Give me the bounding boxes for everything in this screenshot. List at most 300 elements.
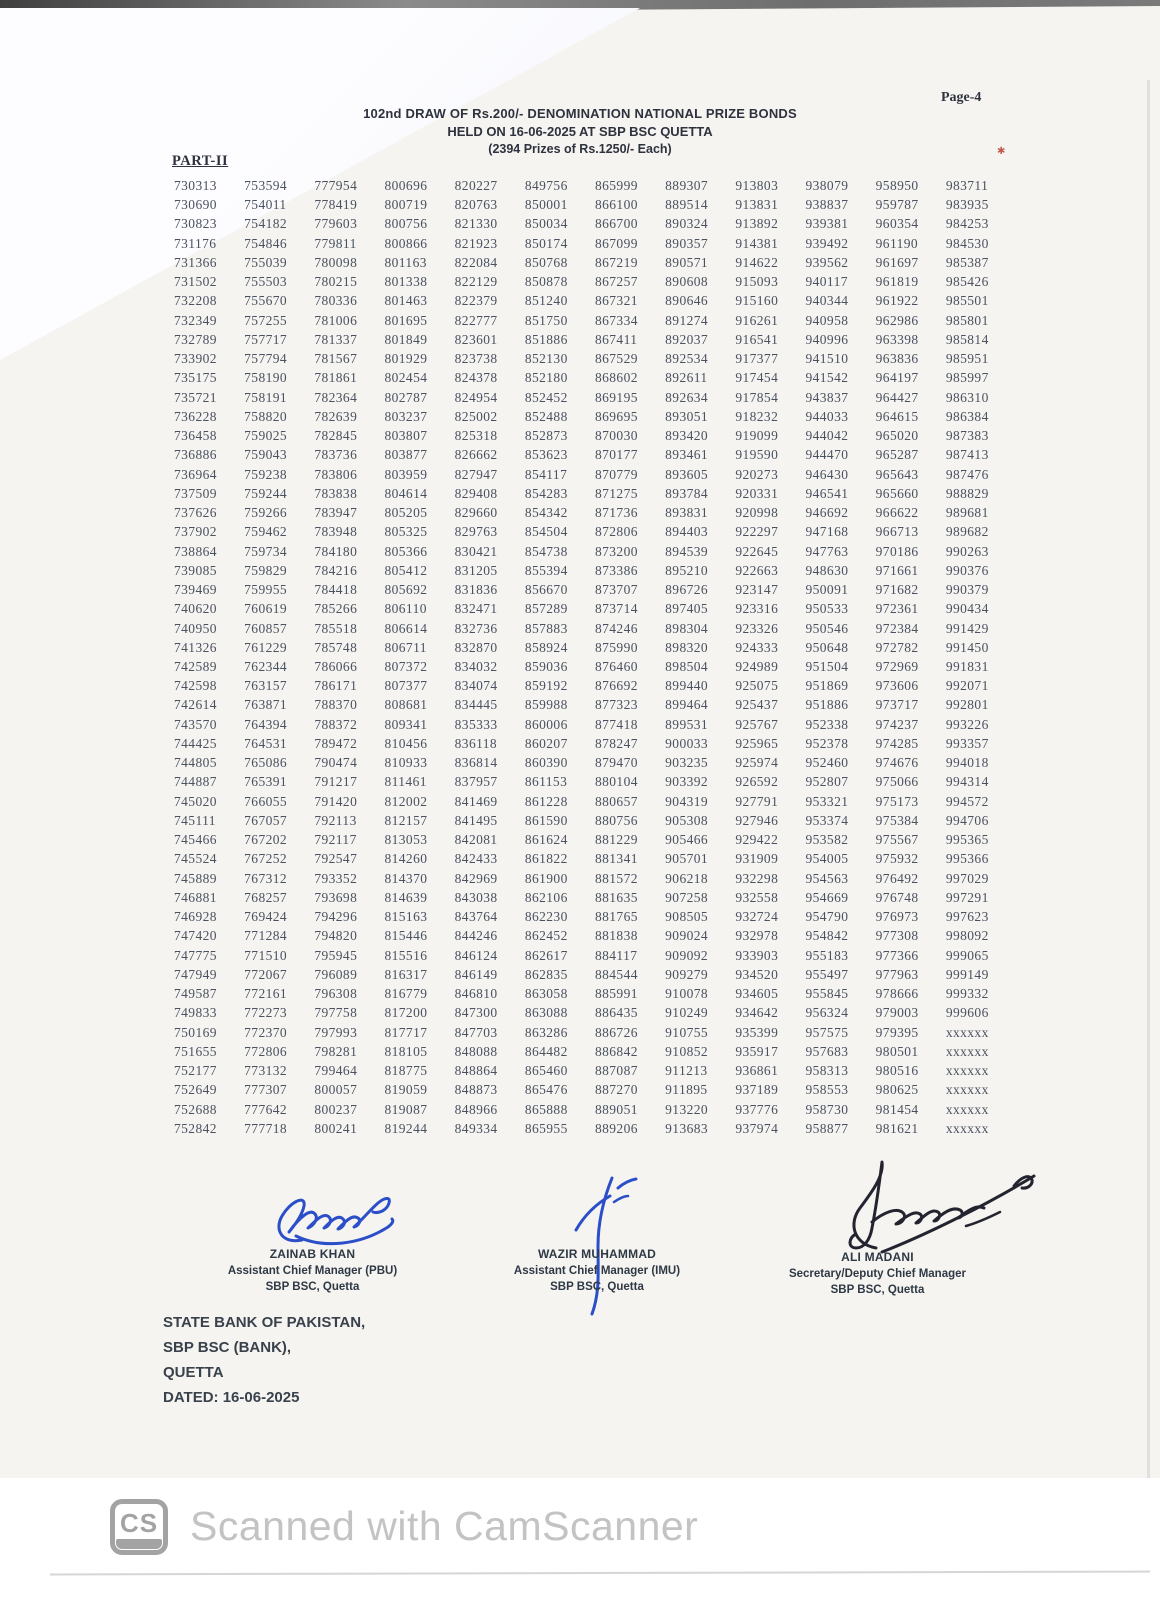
bond-number: 834032 bbox=[454, 658, 498, 674]
bond-number: 761229 bbox=[244, 639, 288, 655]
bond-number: 881838 bbox=[594, 928, 638, 944]
bond-number: 824954 bbox=[454, 389, 498, 405]
signatory-title: Assistant Chief Manager (PBU) bbox=[227, 1265, 398, 1277]
bond-number: 812002 bbox=[384, 793, 428, 809]
bond-number: 732349 bbox=[174, 312, 217, 328]
bond-number: 909092 bbox=[665, 947, 709, 963]
bond-number: 857883 bbox=[524, 620, 568, 636]
bond-number: 859988 bbox=[524, 697, 568, 713]
bond-number: 826662 bbox=[454, 447, 498, 463]
bond-number: 771510 bbox=[244, 947, 288, 963]
bond-number: 851240 bbox=[524, 293, 568, 309]
bond-number: 884117 bbox=[594, 947, 638, 963]
bond-number: 918232 bbox=[735, 408, 779, 424]
bond-number: 796308 bbox=[314, 986, 358, 1002]
bond-number: 801849 bbox=[384, 331, 428, 347]
bond-number: 985426 bbox=[945, 274, 989, 290]
bond-number: 764394 bbox=[244, 716, 288, 732]
bond-number: 816317 bbox=[384, 966, 428, 982]
bond-number: 815516 bbox=[384, 947, 428, 963]
bond-number: 938837 bbox=[805, 197, 849, 213]
bond-number: 914622 bbox=[735, 254, 779, 270]
bond-number: 971661 bbox=[875, 562, 919, 578]
bond-number: 965287 bbox=[875, 447, 919, 463]
bond-number: 785748 bbox=[314, 639, 358, 655]
camscanner-watermark-text: Scanned with CamScanner bbox=[190, 1503, 699, 1549]
bond-number: 877418 bbox=[594, 716, 638, 732]
bond-number: 829763 bbox=[454, 524, 498, 540]
bond-table bbox=[174, 176, 1016, 1138]
bond-number: 999332 bbox=[945, 986, 989, 1002]
bond-number: 958553 bbox=[805, 1082, 849, 1098]
bond-number: 865955 bbox=[524, 1120, 568, 1136]
bond-number: 971682 bbox=[875, 582, 919, 598]
bond-number: 767057 bbox=[244, 812, 288, 828]
bond-number: 862452 bbox=[524, 928, 568, 944]
bond-number: 944033 bbox=[805, 408, 849, 424]
bond-number: 923316 bbox=[735, 601, 779, 617]
bond-number: 983935 bbox=[945, 197, 989, 213]
bond-number: 980625 bbox=[875, 1082, 919, 1098]
bond-number: 975932 bbox=[875, 851, 919, 867]
bond-number: 850001 bbox=[524, 197, 568, 213]
bond-number: 990434 bbox=[945, 601, 989, 617]
bond-number: 870030 bbox=[594, 428, 638, 444]
bond-number: 846124 bbox=[454, 947, 498, 963]
bond-number: 999149 bbox=[945, 966, 989, 982]
bond-number: 814260 bbox=[384, 851, 428, 867]
bond-number: 917454 bbox=[735, 370, 779, 386]
bond-number: 800241 bbox=[314, 1120, 358, 1136]
bond-number: 943837 bbox=[805, 389, 849, 405]
bond-number: 808681 bbox=[384, 697, 428, 713]
bond-number: 998092 bbox=[945, 928, 989, 944]
bond-number: 832471 bbox=[454, 601, 498, 617]
bond-number: 976492 bbox=[875, 870, 919, 886]
bond-number: 906218 bbox=[665, 870, 709, 886]
bond-number: 764531 bbox=[244, 735, 288, 751]
bond-number: 917377 bbox=[735, 351, 779, 367]
bond-number: 739469 bbox=[174, 582, 217, 598]
bond-number: 745524 bbox=[174, 851, 217, 867]
bond-number: 783947 bbox=[314, 505, 358, 521]
bond-number: 752177 bbox=[174, 1063, 217, 1079]
bond-number: 847703 bbox=[454, 1024, 498, 1040]
bond-number: 991429 bbox=[945, 620, 989, 636]
bond-number: 782639 bbox=[314, 408, 358, 424]
bond-number: 772161 bbox=[244, 986, 288, 1002]
bond-number: 893461 bbox=[665, 447, 709, 463]
bond-number: 875990 bbox=[594, 639, 638, 655]
bond-number: 759734 bbox=[244, 543, 288, 559]
signatory-title: Secretary/Deputy Chief Manager bbox=[788, 1268, 967, 1280]
bond-number: 766055 bbox=[244, 793, 288, 809]
bond-number: 908505 bbox=[665, 909, 709, 925]
bond-number: 762344 bbox=[244, 658, 288, 674]
bond-number: 991831 bbox=[945, 658, 989, 674]
bond-number: 869195 bbox=[594, 389, 638, 405]
bond-number: 850174 bbox=[524, 235, 568, 251]
bond-number: 768257 bbox=[244, 889, 288, 905]
bond-number: 812157 bbox=[384, 812, 428, 828]
bond-number: 920998 bbox=[735, 505, 779, 521]
bond-number: 830421 bbox=[454, 543, 498, 559]
bond-number: 767202 bbox=[244, 832, 288, 848]
bond-number: 887270 bbox=[594, 1082, 638, 1098]
bond-number: 954842 bbox=[805, 928, 849, 944]
bond-number: xxxxxx bbox=[945, 1043, 989, 1059]
bond-number: 889514 bbox=[665, 197, 709, 213]
bond-number: 772806 bbox=[244, 1043, 288, 1059]
bond-number: 755039 bbox=[244, 254, 288, 270]
dated-line: DATED: 16-06-2025 bbox=[163, 1389, 300, 1406]
bond-number: 805366 bbox=[384, 543, 428, 559]
bond-number: 987476 bbox=[945, 466, 989, 482]
bond-number: 979003 bbox=[875, 1005, 919, 1021]
bond-number: 890571 bbox=[665, 254, 709, 270]
bond-number: 926592 bbox=[735, 774, 779, 790]
bond-number: 757255 bbox=[244, 312, 288, 328]
bond-number: 937974 bbox=[735, 1120, 779, 1136]
bond-number: 993226 bbox=[945, 716, 989, 732]
bond-number: 854504 bbox=[524, 524, 568, 540]
bond-number: 759244 bbox=[244, 485, 288, 501]
prize-count-line: (2394 Prizes of Rs.1250/- Each) bbox=[488, 142, 672, 156]
bond-number: 946692 bbox=[805, 505, 849, 521]
bond-number: 911213 bbox=[665, 1063, 708, 1079]
bond-number: 738864 bbox=[174, 543, 217, 559]
bond-number: 920273 bbox=[735, 466, 779, 482]
bond-number: 985951 bbox=[945, 351, 989, 367]
bond-number: 781567 bbox=[314, 351, 358, 367]
bond-number: 737509 bbox=[174, 485, 217, 501]
bond-number: 796089 bbox=[314, 966, 358, 982]
camscanner-logo-bar bbox=[116, 1539, 162, 1549]
bond-number: 966622 bbox=[875, 505, 919, 521]
bond-number: 913683 bbox=[665, 1120, 709, 1136]
bond-number: 807372 bbox=[384, 658, 428, 674]
bond-number: 753594 bbox=[244, 178, 288, 193]
bond-number: 989681 bbox=[945, 505, 989, 521]
bond-number: 924333 bbox=[735, 639, 779, 655]
bond-number: 747949 bbox=[174, 966, 217, 982]
bond-number: 759025 bbox=[244, 428, 288, 444]
bond-number: 922297 bbox=[735, 524, 779, 540]
bond-number: 746881 bbox=[174, 889, 217, 905]
bond-number: 994572 bbox=[945, 793, 989, 809]
bond-number: 950648 bbox=[805, 639, 849, 655]
bond-number: 954669 bbox=[805, 889, 849, 905]
bond-number: 955497 bbox=[805, 966, 849, 982]
bond-number: 867411 bbox=[594, 331, 638, 347]
bond-number: 733902 bbox=[174, 351, 217, 367]
bond-number: 932298 bbox=[735, 870, 779, 886]
bond-number: 981454 bbox=[875, 1101, 919, 1117]
bond-number: 806614 bbox=[384, 620, 428, 636]
bond-number: 876692 bbox=[594, 678, 638, 694]
bond-number: 817717 bbox=[384, 1024, 428, 1040]
bond-number: 848864 bbox=[454, 1063, 498, 1079]
bond-number: 735175 bbox=[174, 370, 217, 386]
bond-number: 985387 bbox=[945, 254, 989, 270]
document-header bbox=[0, 106, 1160, 156]
bond-number: 870177 bbox=[594, 447, 638, 463]
bond-number: 958877 bbox=[805, 1120, 849, 1136]
bond-number: 990379 bbox=[945, 582, 989, 598]
bond-number: 919099 bbox=[735, 428, 779, 444]
bond-number: 810456 bbox=[384, 735, 428, 751]
bond-number: 986384 bbox=[945, 408, 989, 424]
bond-number: 925767 bbox=[735, 716, 779, 732]
bond-number: 935917 bbox=[735, 1043, 779, 1059]
bond-number: 805692 bbox=[384, 582, 428, 598]
bond-number: 853623 bbox=[524, 447, 568, 463]
bond-number: 831205 bbox=[454, 562, 498, 578]
bond-number: 747775 bbox=[174, 947, 217, 963]
bond-number: 866700 bbox=[594, 216, 638, 232]
bond-number: 750169 bbox=[174, 1024, 217, 1040]
bond-number: 989682 bbox=[945, 524, 989, 540]
bond-number: xxxxxx bbox=[945, 1120, 989, 1136]
bond-number: 975066 bbox=[875, 774, 919, 790]
bond-number: 898320 bbox=[665, 639, 709, 655]
bond-number: 815446 bbox=[384, 928, 428, 944]
bond-number: 850034 bbox=[524, 216, 568, 232]
bond-number: 852130 bbox=[524, 351, 568, 367]
bond-number: 730690 bbox=[174, 197, 217, 213]
bond-number: 735721 bbox=[174, 389, 217, 405]
bond-number: 783948 bbox=[314, 524, 358, 540]
bond-number: 765391 bbox=[244, 774, 288, 790]
bond-number: 958313 bbox=[805, 1063, 849, 1079]
bond-number: 836814 bbox=[454, 755, 498, 771]
bond-number: 870779 bbox=[594, 466, 638, 482]
bond-number: 920331 bbox=[735, 485, 779, 501]
bond-number: 869695 bbox=[594, 408, 638, 424]
bond-number: 898304 bbox=[665, 620, 709, 636]
bond-number: 974285 bbox=[875, 735, 919, 751]
bond-number: 905308 bbox=[665, 812, 709, 828]
bond-number: 732208 bbox=[174, 293, 217, 309]
bond-number: 781337 bbox=[314, 331, 358, 347]
bond-number: 754846 bbox=[244, 235, 288, 251]
bond-number: 821330 bbox=[454, 216, 498, 232]
bond-number: 999065 bbox=[945, 947, 989, 963]
bond-number: 800866 bbox=[384, 235, 428, 251]
bond-number: 910755 bbox=[665, 1024, 709, 1040]
bond-number: 948630 bbox=[805, 562, 849, 578]
bond-number: 916261 bbox=[735, 312, 779, 328]
bond-number: 857289 bbox=[524, 601, 568, 617]
signatory-block-pbu bbox=[195, 1247, 430, 1293]
bond-number: 835333 bbox=[454, 716, 498, 732]
bond-number: 744805 bbox=[174, 755, 217, 771]
bond-number: 881229 bbox=[594, 832, 638, 848]
signature-zainab-khan-ink bbox=[268, 1170, 423, 1255]
bond-number: 801929 bbox=[384, 351, 428, 367]
bond-number: 924989 bbox=[735, 658, 779, 674]
bond-number: 865476 bbox=[524, 1082, 568, 1098]
bond-number: 814639 bbox=[384, 889, 428, 905]
bond-number: 783806 bbox=[314, 466, 358, 482]
bond-number: 911895 bbox=[665, 1082, 708, 1098]
bond-number: 905701 bbox=[665, 851, 709, 867]
bond-number: 961697 bbox=[875, 254, 919, 270]
bond-number: 915093 bbox=[735, 274, 779, 290]
bond-number: 755670 bbox=[244, 293, 288, 309]
bond-number: 937189 bbox=[735, 1082, 779, 1098]
bond-number: 803877 bbox=[384, 447, 428, 463]
bond-number: 780098 bbox=[314, 254, 358, 270]
bond-number: 963398 bbox=[875, 331, 919, 347]
bond-number: 742589 bbox=[174, 658, 217, 674]
bond-number: 894403 bbox=[665, 524, 709, 540]
bond-number: 752649 bbox=[174, 1082, 217, 1098]
bond-number: 872806 bbox=[594, 524, 638, 540]
bond-number: 880104 bbox=[594, 774, 638, 790]
bond-number: 785518 bbox=[314, 620, 358, 636]
bond-number: 737626 bbox=[174, 505, 217, 521]
bond-number: 786066 bbox=[314, 658, 358, 674]
bond-number: 825318 bbox=[454, 428, 498, 444]
bond-number: 983711 bbox=[945, 178, 989, 193]
bond-number: 854342 bbox=[524, 505, 568, 521]
bond-number: 790474 bbox=[314, 755, 358, 771]
bond-number: 801463 bbox=[384, 293, 428, 309]
bond-number: 856670 bbox=[524, 582, 568, 598]
bond-number: 867219 bbox=[594, 254, 638, 270]
bond-number: 783736 bbox=[314, 447, 358, 463]
bond-number: 997623 bbox=[945, 909, 989, 925]
bond-number: 758190 bbox=[244, 370, 288, 386]
bond-number: 994314 bbox=[945, 774, 989, 790]
bond-number: 794296 bbox=[314, 909, 358, 925]
bond-number: 873386 bbox=[594, 562, 638, 578]
bond-number: 804614 bbox=[384, 485, 428, 501]
bond-number: 862230 bbox=[524, 909, 568, 925]
bond-number: 867529 bbox=[594, 351, 638, 367]
bond-number: 961819 bbox=[875, 274, 919, 290]
bond-number: 744425 bbox=[174, 735, 217, 751]
bond-number: 819087 bbox=[384, 1101, 428, 1117]
bond-number: 925965 bbox=[735, 735, 779, 751]
bond-number: 800756 bbox=[384, 216, 428, 232]
bond-number: 916541 bbox=[735, 331, 779, 347]
bond-number: 917854 bbox=[735, 389, 779, 405]
bond-number: xxxxxx bbox=[945, 1024, 989, 1040]
bond-number: 867099 bbox=[594, 235, 638, 251]
bond-number: 952807 bbox=[805, 774, 849, 790]
bond-number: 909024 bbox=[665, 928, 709, 944]
draw-title-line: 102nd DRAW OF Rs.200/- DENOMINATION NATIONAL PRIZE BONDS bbox=[363, 106, 797, 121]
bond-number: 867257 bbox=[594, 274, 638, 290]
bond-number: 848873 bbox=[454, 1082, 498, 1098]
bond-number: 772273 bbox=[244, 1005, 288, 1021]
bond-number: 959787 bbox=[875, 197, 919, 213]
bond-number: 960354 bbox=[875, 216, 919, 232]
bond-number: 866100 bbox=[594, 197, 638, 213]
bond-number: 954005 bbox=[805, 851, 849, 867]
bond-number: 816779 bbox=[384, 986, 428, 1002]
bond-number: 832870 bbox=[454, 639, 498, 655]
bond-number: 865888 bbox=[524, 1101, 568, 1117]
bond-number: 973606 bbox=[875, 678, 919, 694]
bond-number: 772067 bbox=[244, 966, 288, 982]
bond-number: 852452 bbox=[524, 389, 568, 405]
bond-number: 800237 bbox=[314, 1101, 358, 1117]
bond-number: 765086 bbox=[244, 755, 288, 771]
bond-number: 800696 bbox=[384, 178, 428, 193]
bond-number: 980501 bbox=[875, 1043, 919, 1059]
bond-number: 944470 bbox=[805, 447, 849, 463]
bond-number: 861900 bbox=[524, 870, 568, 886]
bond-number: 923147 bbox=[735, 582, 779, 598]
bond-number: 747420 bbox=[174, 928, 217, 944]
bond-number: 977963 bbox=[875, 966, 919, 982]
bond-number: 913803 bbox=[735, 178, 779, 193]
bond-number: 934520 bbox=[735, 966, 779, 982]
bond-number: 954790 bbox=[805, 909, 849, 925]
bond-number: 782364 bbox=[314, 389, 358, 405]
bond-number: 758191 bbox=[244, 389, 288, 405]
bond-number: 965643 bbox=[875, 466, 919, 482]
bond-number: 793352 bbox=[314, 870, 358, 886]
signatory-name: WAZIR MUHAMMAD bbox=[537, 1247, 657, 1261]
bond-number: 807377 bbox=[384, 678, 428, 694]
bond-number: 889307 bbox=[665, 178, 709, 193]
bond-number: 979395 bbox=[875, 1024, 919, 1040]
bond-number: xxxxxx bbox=[945, 1082, 989, 1098]
bond-number: 837957 bbox=[454, 774, 498, 790]
bond-number: 903235 bbox=[665, 755, 709, 771]
bond-number: 932978 bbox=[735, 928, 779, 944]
bond-number: 791420 bbox=[314, 793, 358, 809]
bond-number: 874246 bbox=[594, 620, 638, 636]
bond-number: 815163 bbox=[384, 909, 428, 925]
bond-number: 763871 bbox=[244, 697, 288, 713]
bond-number: 972969 bbox=[875, 658, 919, 674]
bond-number: 894539 bbox=[665, 543, 709, 559]
bond-number: 829408 bbox=[454, 485, 498, 501]
bond-number: 786171 bbox=[314, 678, 358, 694]
bond-number: 987383 bbox=[945, 428, 989, 444]
bond-number: 937776 bbox=[735, 1101, 779, 1117]
bond-number: 892534 bbox=[665, 351, 709, 367]
bond-number: 898504 bbox=[665, 658, 709, 674]
bond-number: 904319 bbox=[665, 793, 709, 809]
bond-number: 864482 bbox=[524, 1043, 568, 1059]
bond-number: 854283 bbox=[524, 485, 568, 501]
bond-number: 903392 bbox=[665, 774, 709, 790]
bond-number: 964197 bbox=[875, 370, 919, 386]
bond-number: 940996 bbox=[805, 331, 849, 347]
bond-number: 881572 bbox=[594, 870, 638, 886]
bond-number: 991450 bbox=[945, 639, 989, 655]
bond-number: 801695 bbox=[384, 312, 428, 328]
bond-number: 953374 bbox=[805, 812, 849, 828]
bond-number: 893051 bbox=[665, 408, 709, 424]
bond-number: 800719 bbox=[384, 197, 428, 213]
bond-number: 751655 bbox=[174, 1043, 217, 1059]
bond-number: 994706 bbox=[945, 812, 989, 828]
bond-number: 745020 bbox=[174, 793, 217, 809]
bond-number: 940344 bbox=[805, 293, 849, 309]
bond-number: 861822 bbox=[524, 851, 568, 867]
bond-number: 981621 bbox=[875, 1120, 919, 1136]
bond-number: 925075 bbox=[735, 678, 779, 694]
bond-number: 777954 bbox=[314, 178, 358, 193]
signatory-title: Assistant Chief Manager (IMU) bbox=[513, 1265, 681, 1277]
